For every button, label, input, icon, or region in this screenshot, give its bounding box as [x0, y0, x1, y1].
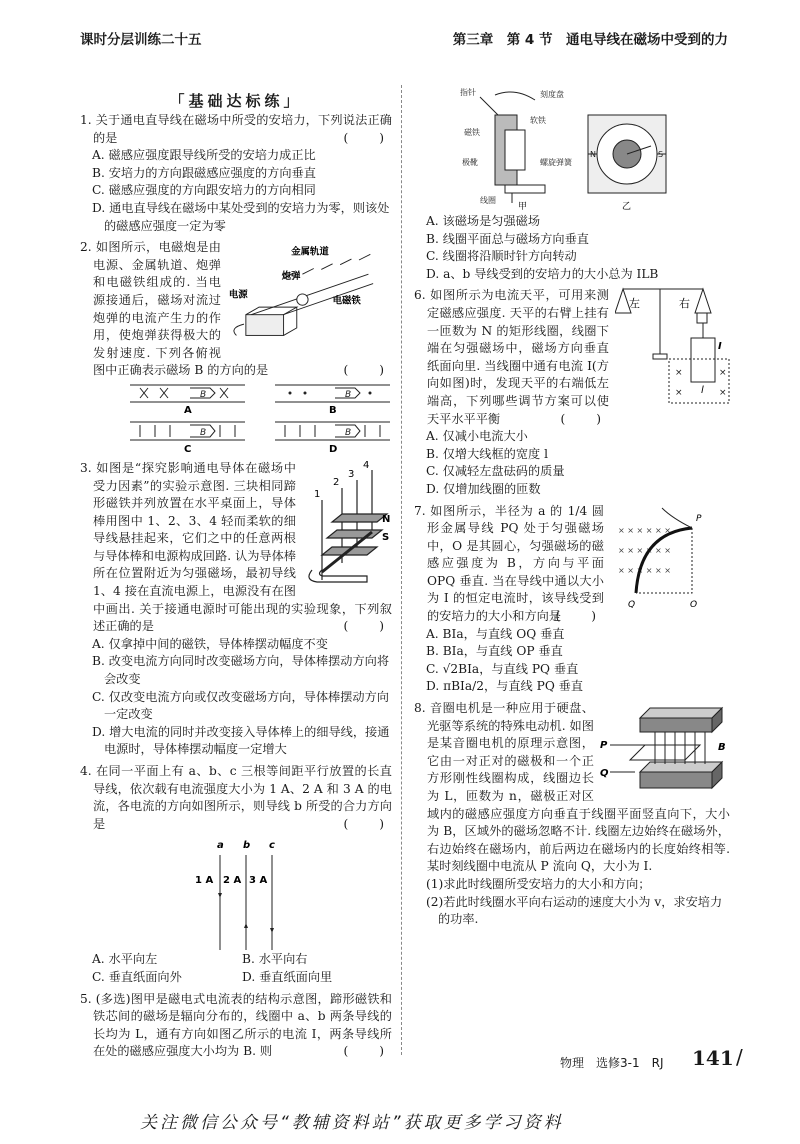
option-a: A. 该磁场是匀强磁场	[426, 214, 541, 228]
option-c: C. 仅减轻左盘砝码的质量	[426, 464, 565, 479]
answer-blank[interactable]	[356, 618, 392, 636]
label-q: Q	[600, 768, 609, 780]
question-stem: 4. 在同一平面上有 a、b、c 三根等间距平行放置的长直导线，依次载有电流强度大小为 1 A、2 A 和 3 A 的电流，各电流的方向如图所示，则导线 b 所受的合力方向是 ( )	[80, 763, 392, 833]
option-b: B. 安培力的方向跟磁感应强度的方向垂直	[92, 165, 316, 180]
question-3	[80, 460, 392, 759]
question-2	[80, 239, 392, 456]
question-stem: 3. 如图是“探究影响通电导体在磁场中受力因素”的实验示意图. 三块相同蹄形磁铁并列放置在水平桌面上，导体棒用图中 1、2、3、4 轻而柔软的细导线悬挂起来，它们之中的任意两根与导体棒和电源构成回路. 认为导体棒所在位置附近为匀强磁场，最初导线 1、4 接在直流电源上，电源没有在图中画出. 关于接通电源时可能出现的实验现象，下列叙述正确的是 ( )	[80, 460, 392, 636]
option-b: B. 线圈平面总与磁场方向垂直	[426, 231, 589, 246]
option-a: A. BIa，与直线 OQ 垂直	[426, 626, 565, 641]
wire-a-label: a	[217, 840, 224, 852]
lesson-title: 课时分层训练二十五	[80, 32, 202, 48]
option-d: D. a、b 导线受到的安培力的大小总为 ILB	[426, 266, 659, 281]
svg-text:× × × × × ×: × × × × × ×	[618, 545, 671, 555]
svg-text:B: B	[200, 427, 207, 438]
question-5	[80, 991, 392, 1061]
option-c: C. 线圈将沿顺时针方向转动	[426, 249, 577, 264]
question-2-options-figure	[80, 380, 392, 456]
option-c-label: C	[184, 443, 192, 455]
option-c: C. √2BIa，与直线 PQ 垂直	[426, 661, 579, 676]
option-d: D. 通电直导线在磁场中某处受到的安培力为零，则该处的磁感应强度一定为零	[92, 200, 390, 233]
label-power: 电源	[228, 289, 248, 301]
label-metal-rail: 金属轨道	[291, 246, 329, 258]
left-column	[80, 90, 392, 1065]
answer-blank[interactable]	[356, 816, 392, 834]
question-4	[80, 763, 392, 987]
option-c: C. 仅改变电流方向或仅改变磁场方向，导体棒摆动方向一定改变	[92, 689, 389, 722]
footer-subject: 物理 选修3-1 RJ	[560, 1056, 664, 1070]
question-stem: 2. 如图所示，电磁炮是由电源、金属轨道、炮弹和电磁铁组成的. 当电源接通后，磁场对流过炮弹的电流产生力的作用，使炮弹获得极大的发射速度. 下列各俯视图中正确表示磁场 B 的方向的是 ( )	[80, 239, 392, 380]
page-slash: /	[736, 1045, 743, 1069]
option-a: A. 仅拿掉中间的磁铁，导体棒摆动幅度不变	[92, 636, 328, 651]
question-stem: 8. 音圈电机是一种应用于硬盘、光驱等系统的特殊电动机. 如图是某音圈电机的原理示意图，它由一对正对的磁极和一个正方形刚性线圈构成，线圈边长为 L，匝数为 n，磁极正对区域内的磁感应强度方向垂直于线圈平面竖直向下，大小为 B，区域外的磁场忽略不计. 线圈左边始终在磁场外，右边始终在磁场内，前后两边在磁场内的长度始终相等. 某时刻线圈中电流从 P 流向 Q，大小为 I.	[414, 701, 730, 874]
svg-text:B: B	[345, 427, 352, 438]
voice-coil-motor-figure	[600, 700, 730, 800]
label-b: B	[718, 742, 726, 754]
question-stem: 6. 如图所示为电流天平，可用来测定磁感应强度. 天平的右臂上挂有一匝数为 N 的矩形线圈，线圈下端在匀强磁场中，磁场方向垂直纸面向里. 当线圈中通有电流 I(方向如图)时，发现天平的右端低左端高，下列哪些调节方案可以使天平水平平衡 ( )	[414, 287, 730, 428]
label-magnet: 磁铁	[464, 128, 480, 137]
label-spiral-spring: 螺旋弹簧	[540, 158, 572, 167]
svg-text:×: ×	[719, 388, 727, 399]
right-column	[414, 85, 730, 933]
option-d: D. 垂直纸面向里	[242, 969, 333, 984]
question-8	[414, 700, 730, 929]
question-6	[414, 287, 730, 498]
current-b-label: 2 A	[223, 875, 242, 887]
option-b: B. 改变电流方向同时改变磁场方向，导体棒摆动方向将会改变	[92, 654, 390, 687]
wire-c-label: c	[269, 840, 275, 852]
option-c: C. 磁感应强度的方向跟安培力的方向相同	[92, 183, 316, 198]
label-soft-iron: 软铁	[530, 116, 546, 125]
label-right: 右	[679, 297, 690, 311]
magnets-figure	[302, 460, 392, 585]
option-c: C. 垂直纸面向外	[92, 969, 182, 984]
label-current: I	[718, 341, 722, 353]
quarter-arc-figure	[610, 503, 730, 618]
answer-blank[interactable]	[356, 362, 392, 380]
sub-question-2: (2)若此时线圈水平向右运动的速度大小为 v，求安培力的功率.	[426, 894, 723, 927]
ammeter-figure	[414, 85, 730, 213]
question-5-options	[414, 213, 730, 283]
label-pointer: 指针	[460, 88, 476, 97]
option-a: A. 磁感应强度跟导线所受的安培力成正比	[92, 148, 316, 163]
south-label: S	[382, 531, 390, 543]
label-left: 左	[629, 297, 640, 311]
wire-b-label: b	[243, 840, 251, 852]
svg-text:× × × × × ×: × × × × × ×	[618, 525, 671, 535]
option-d: D. 增大电流的同时并改变接入导体棒上的细导线，接通电源时，导体棒摆动幅度一定增大	[92, 724, 390, 757]
option-d-label: D	[329, 443, 338, 455]
label-o: O	[690, 599, 698, 610]
answer-blank[interactable]	[568, 608, 604, 626]
label-n: N	[590, 150, 596, 159]
current-a-label: 1 A	[195, 875, 214, 887]
parallel-wires-figure	[80, 833, 392, 951]
answer-blank[interactable]	[356, 130, 392, 148]
label-width: l	[701, 385, 704, 397]
label-shell: 炮弹	[281, 271, 301, 283]
wire-4-label: 4	[363, 459, 370, 471]
option-a-label: A	[184, 404, 192, 416]
question-1	[80, 112, 392, 235]
svg-text:B: B	[345, 389, 352, 400]
question-stem: 5. (多选)图甲是磁电式电流表的结构示意图，蹄形磁铁和铁芯间的磁场是辐向分布的，线圈中 a、b 两条导线的长均为 L，通有方向如图乙所示的电流 I，两条导线所在处的磁感应强度大小均为 B. 则 ( )	[80, 991, 392, 1061]
column-divider	[401, 85, 402, 1055]
option-d: D. 仅增加线圈的匝数	[426, 481, 541, 496]
label-electromagnet: 电磁铁	[332, 295, 361, 307]
wire-3-label: 3	[348, 468, 355, 480]
label-s: S	[658, 150, 664, 159]
svg-text:× × × × × ×: × × × × × ×	[618, 565, 671, 575]
svg-text:B: B	[200, 389, 207, 400]
option-b-label: B	[329, 404, 337, 416]
label-p: P	[696, 513, 702, 524]
label-q: Q	[628, 599, 636, 610]
answer-blank[interactable]	[356, 1043, 392, 1061]
wire-2-label: 2	[333, 476, 340, 488]
section-title: 「基础达标练」	[169, 92, 303, 110]
question-7	[414, 503, 730, 697]
current-c-label: 3 A	[249, 875, 268, 887]
label-dial: 刻度盘	[540, 90, 564, 99]
question-stem: 7. 如图所示，半径为 a 的 1/4 圆形金属导线 PQ 处于匀强磁场中，O 是其圆心，匀强磁场的磁感应强度为 B，方向与平面 OPQ 垂直. 当在导线中通以大小为 I 的恒定电流时，该导线受到的安培力的大小和方向是 ( )	[414, 503, 730, 626]
option-b: B. BIa，与直线 OP 垂直	[426, 644, 563, 659]
label-coil: 线圈	[480, 196, 496, 205]
answer-blank[interactable]	[573, 411, 609, 429]
question-stem: 1. 关于通电直导线在磁场中所受的安培力，下列说法正确的是 ( )	[80, 112, 392, 147]
option-a: A. 水平向左	[92, 952, 158, 967]
label-fig-jia: 甲	[518, 202, 528, 210]
page-number: 141	[692, 1046, 734, 1070]
chapter-title: 第三章 第 4 节 通电导线在磁场中受到的力	[452, 32, 728, 48]
wire-1-label: 1	[314, 488, 321, 500]
label-p: P	[600, 740, 608, 752]
label-fig-yi: 乙	[622, 202, 632, 210]
svg-text:×: ×	[719, 368, 727, 379]
sub-question-1: (1)求此时线圈所受安培力的大小和方向；	[426, 876, 651, 891]
option-b: B. 水平向右	[242, 952, 308, 967]
label-pole-shoe: 极靴	[462, 158, 478, 167]
option-d: D. πBIa/2，与直线 PQ 垂直	[426, 679, 584, 694]
svg-text:×: ×	[675, 388, 683, 399]
railgun-figure	[227, 239, 392, 347]
option-b: B. 仅增大线框的宽度 l	[426, 446, 548, 461]
north-label: N	[382, 513, 391, 525]
current-balance-figure	[615, 287, 730, 412]
option-a: A. 仅减小电流大小	[426, 429, 528, 444]
svg-text:×: ×	[675, 368, 683, 379]
footer-note: 关注微信公众号“教辅资料站”获取更多学习资料	[140, 1113, 564, 1133]
